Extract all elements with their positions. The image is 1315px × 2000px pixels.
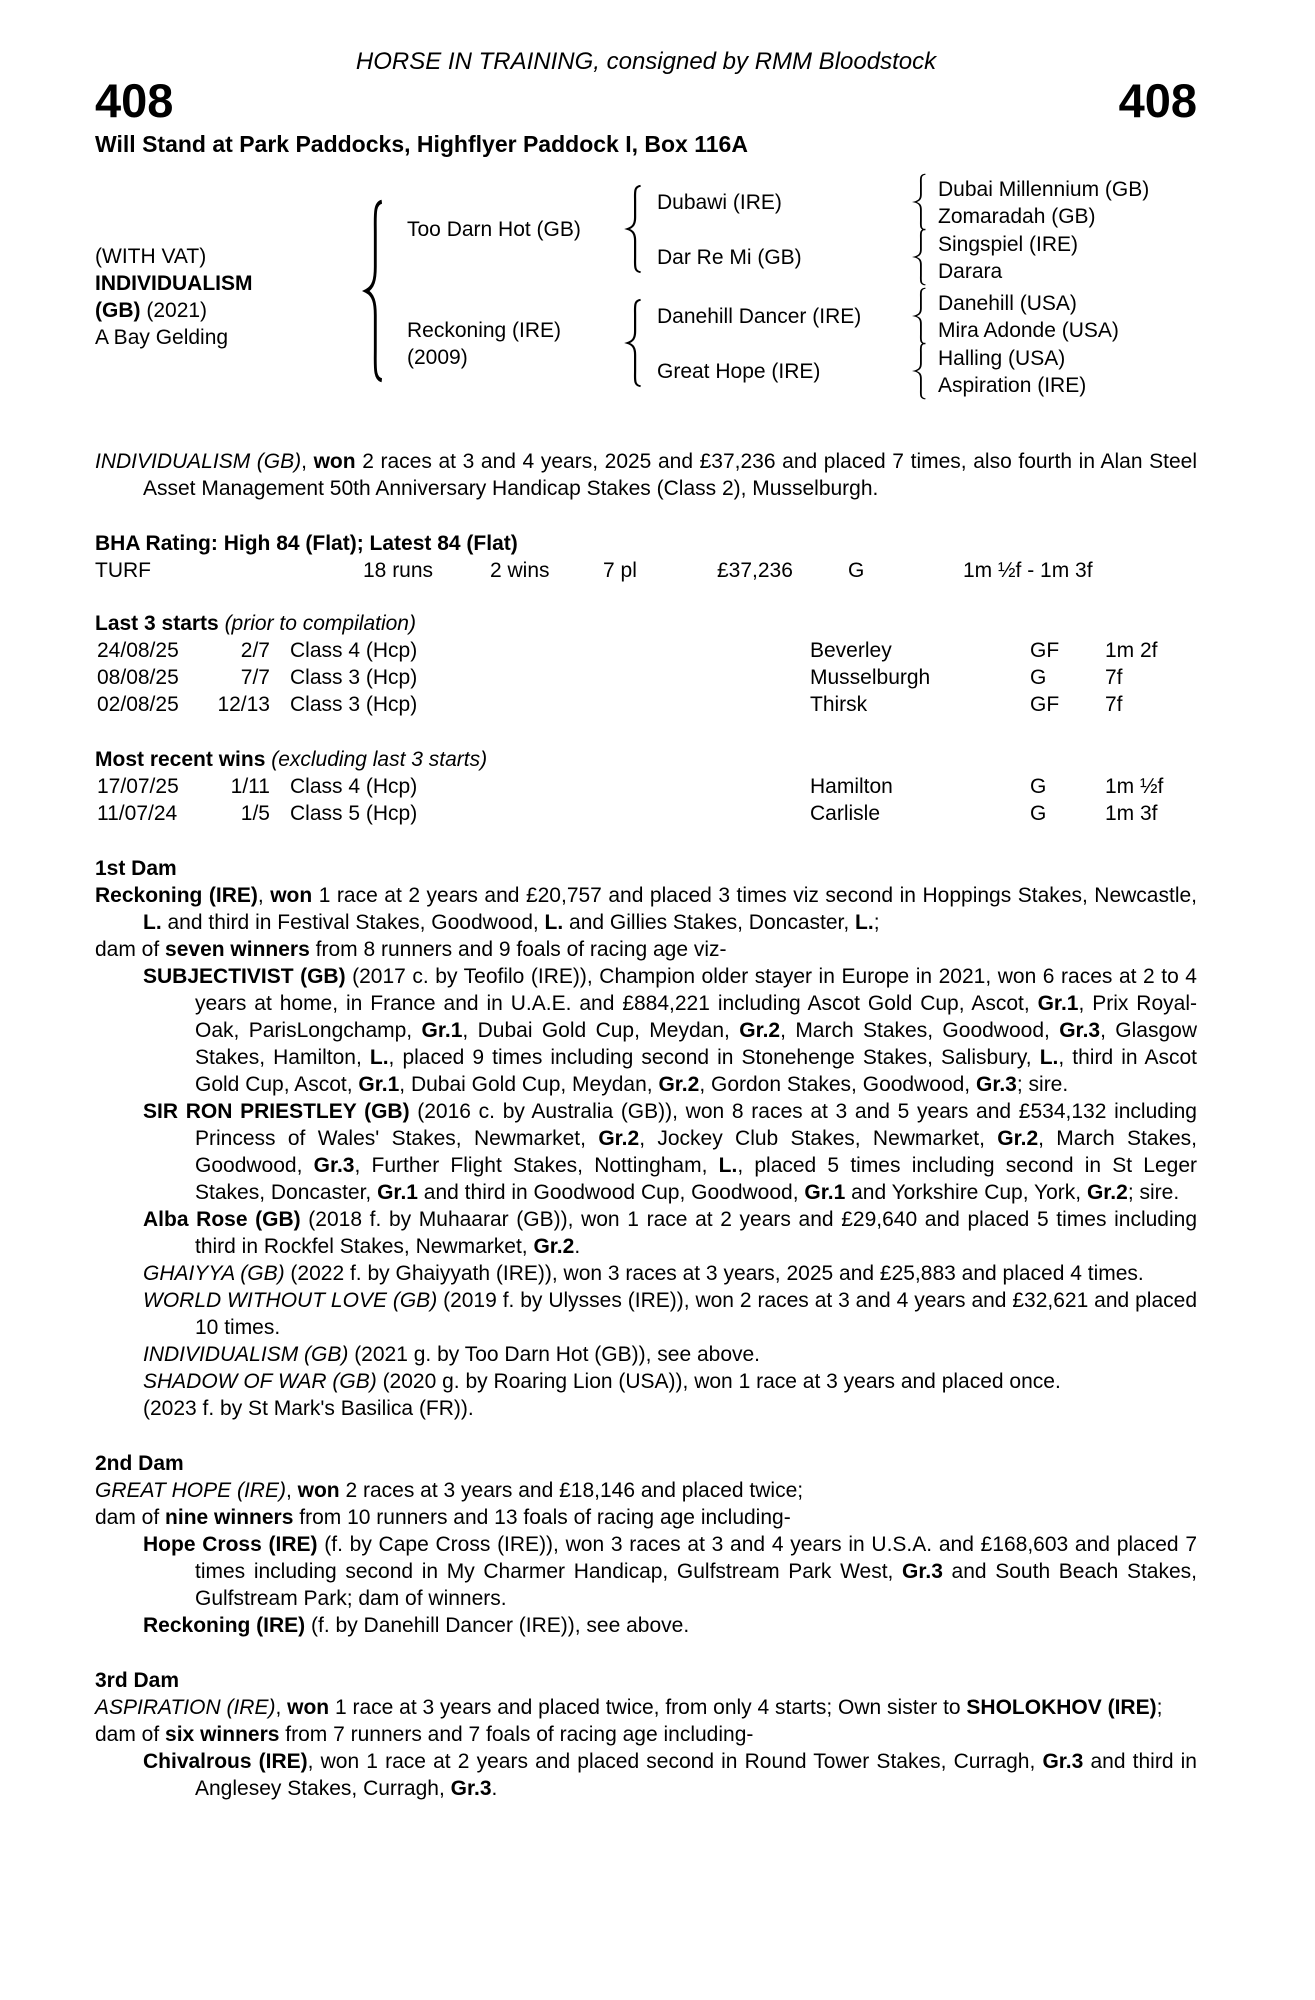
first-dam-section — [95, 855, 1197, 1422]
progeny-paragraph: Alba Rose (GB) (2018 f. by Muhaarar (GB)), won 1 race at 2 years and £29,640 and placed 5 times including third in Rockfel Stakes, Newmarket, Gr.2. — [143, 1208, 1198, 1258]
ggparent-2: Zomaradah (GB) — [938, 205, 1096, 228]
dam-of-line: dam of nine winners from 10 runners and 13 foals of racing age including- — [95, 1506, 791, 1529]
race-going: G — [1030, 666, 1047, 689]
turf-summary-row — [95, 557, 1197, 584]
section-subtitle: (prior to compilation) — [218, 612, 416, 635]
granddam-1: Dar Re Mi (GB) — [657, 246, 802, 269]
ggparent-7: Halling (USA) — [938, 347, 1066, 370]
race-course: Thirsk — [810, 693, 868, 716]
horse-colour-sex: A Bay Gelding — [95, 326, 229, 349]
race-going: G — [1030, 775, 1047, 798]
recent-wins-section — [95, 746, 1197, 827]
progeny-paragraph: SHADOW OF WAR (GB) (2020 g. by Roaring Lion (USA)), won 1 race at 3 years and placed once. — [143, 1370, 1061, 1393]
race-distance: 1m 2f — [1105, 639, 1158, 662]
grandsire-1: Dubawi (IRE) — [657, 191, 782, 214]
recent-wins-heading — [95, 746, 1197, 773]
progeny-paragraph: WORLD WITHOUT LOVE (GB) (2019 f. by Ulysses (IRE)), won 2 races at 3 and 4 years and £32,621 and placed 10 times. — [143, 1289, 1197, 1339]
dam-intro-paragraph: ASPIRATION (IRE), won 1 race at 3 years and placed twice, from only 4 starts; Own sister to SHOLOKHOV (IRE); — [95, 1696, 1163, 1719]
race-class: Class 4 (Hcp) — [290, 775, 418, 798]
progeny-paragraph: SIR RON PRIESTLEY (GB) (2016 c. by Australia (GB)), won 8 races at 3 and 5 years and £534,132 including Princess of Wales' Stakes, Newmarket, Gr.2, Jockey Club Stakes, Newmarket, Gr.2, March Stakes, Goodwood, Gr.3, Further Flight Stakes, Nottingham, L., placed 5 times including second in St Leger Stakes, Doncaster, Gr.1 and third in Goodwood Cup, Goodwood, Gr.1 and Yorkshire Cup, York, Gr.2; sire. — [143, 1100, 1198, 1204]
race-distance: 7f — [1105, 693, 1123, 716]
stand-location-line: Will Stand at Park Paddocks, Highflyer Paddock I, Box 116A — [95, 131, 748, 157]
section-title: Most recent wins — [95, 748, 266, 771]
grandsire-2: Danehill Dancer (IRE) — [657, 305, 862, 328]
race-position: 7/7 — [240, 666, 270, 689]
race-course: Carlisle — [810, 802, 881, 825]
race-date: 02/08/25 — [97, 693, 179, 716]
runs-count: 18 runs — [363, 559, 434, 582]
rating-section — [95, 530, 1197, 584]
page-title: HORSE IN TRAINING, consigned by RMM Bloodstock — [355, 48, 937, 75]
dam-name: Reckoning (IRE) — [407, 319, 562, 342]
brace-g3-2-icon — [911, 228, 929, 286]
second-dam-section — [95, 1450, 1197, 1639]
brace-g3-3-icon — [911, 287, 929, 345]
second-dam-heading: 2nd Dam — [95, 1452, 184, 1475]
lot-number-row — [95, 74, 1197, 127]
section-subtitle: (excluding last 3 starts) — [265, 748, 488, 771]
race-going: GF — [1030, 639, 1060, 662]
race-row — [95, 800, 1197, 827]
race-class: Class 5 (Hcp) — [290, 802, 418, 825]
vat-note: (WITH VAT) — [95, 245, 207, 268]
going-value: G — [848, 559, 865, 582]
ggparent-1: Dubai Millennium (GB) — [938, 178, 1150, 201]
sire-name: Too Darn Hot (GB) — [407, 218, 581, 241]
last-three-starts-heading — [95, 610, 1197, 637]
race-record-summary: INDIVIDUALISM (GB), won 2 races at 3 and 4 years, 2025 and £37,236 and placed 7 times, also fourth in Alan Steel Asset Management 50th Anniversary Handicap Stakes (Class 2), Musselburgh. — [95, 450, 1197, 500]
bha-rating-line: BHA Rating: High 84 (Flat); Latest 84 (Flat) — [95, 532, 518, 555]
ggparent-6: Mira Adonde (USA) — [938, 319, 1119, 342]
progeny-paragraph: INDIVIDUALISM (GB) (2021 g. by Too Darn Hot (GB)), see above. — [143, 1343, 761, 1366]
race-date: 08/08/25 — [97, 666, 179, 689]
race-date: 17/07/25 — [97, 775, 179, 798]
race-going: GF — [1030, 693, 1060, 716]
progeny-paragraph: SUBJECTIVIST (GB) (2017 c. by Teofilo (IRE)), Champion older stayer in Europe in 2021, won 6 races at 2 to 4 years at home, in France and in U.A.E. and £884,221 including Ascot Gold Cup, Ascot, Gr.1, Prix Royal-Oak, ParisLongchamp, Gr.1, Dubai Gold Cup, Meydan, Gr.2, March Stakes, Goodwood, Gr.3, Glasgow Stakes, Hamilton, L., placed 9 times including second in Stonehenge Stakes, Salisbury, L., third in Ascot Gold Cup, Ascot, Gr.1, Dubai Gold Cup, Meydan, Gr.2, Gordon Stakes, Goodwood, Gr.3; sire. — [143, 965, 1198, 1096]
earnings-value: £37,236 — [717, 559, 793, 582]
ggparent-3: Singspiel (IRE) — [938, 233, 1079, 256]
brace-sire-icon — [623, 184, 645, 274]
horse-year-line — [95, 297, 207, 324]
brace-g3-1-icon — [911, 173, 929, 231]
lot-number-right: 408 — [1118, 74, 1197, 127]
dam-year: (2009) — [407, 346, 468, 369]
horse-year: (2021) — [146, 299, 208, 322]
race-row — [95, 664, 1197, 691]
brace-g3-4-icon — [911, 342, 929, 400]
first-dam-heading: 1st Dam — [95, 857, 177, 880]
race-class: Class 4 (Hcp) — [290, 639, 418, 662]
placed-count: 7 pl — [603, 559, 637, 582]
race-going: G — [1030, 802, 1047, 825]
race-course: Musselburgh — [810, 666, 931, 689]
race-class: Class 3 (Hcp) — [290, 693, 418, 716]
race-date: 11/07/24 — [97, 802, 178, 825]
pedigree-table — [95, 168, 1197, 410]
progeny-paragraph: (2023 f. by St Mark's Basilica (FR)). — [143, 1397, 474, 1420]
progeny-paragraph: GHAIYYA (GB) (2022 f. by Ghaiyyath (IRE)), won 3 races at 3 years, 2025 and £25,883 and placed 4 times. — [143, 1262, 1144, 1285]
distance-range: 1m ½f - 1m 3f — [963, 559, 1093, 582]
race-position: 2/7 — [240, 639, 270, 662]
dam-of-line: dam of seven winners from 8 runners and 9 foals of racing age viz- — [95, 938, 727, 961]
progeny-paragraph: Chivalrous (IRE), won 1 race at 2 years and placed second in Round Tower Stakes, Curragh, Gr.3 and third in Anglesey Stakes, Curragh, Gr.3. — [143, 1750, 1197, 1800]
granddam-2: Great Hope (IRE) — [657, 360, 821, 383]
race-class: Class 3 (Hcp) — [290, 666, 418, 689]
race-distance: 1m ½f — [1105, 775, 1164, 798]
ggparent-4: Darara — [938, 260, 1003, 283]
race-position: 1/11 — [230, 775, 270, 798]
dam-of-line: dam of six winners from 7 runners and 7 foals of racing age including- — [95, 1723, 754, 1746]
last-three-starts-section — [95, 610, 1197, 718]
ggparent-5: Danehill (USA) — [938, 292, 1077, 315]
brace-dam-icon — [623, 298, 645, 388]
horse-suffix: (GB) — [95, 299, 141, 322]
race-position: 12/13 — [217, 693, 270, 716]
race-row — [95, 691, 1197, 718]
section-title: Last 3 starts — [95, 612, 219, 635]
third-dam-heading: 3rd Dam — [95, 1669, 180, 1692]
race-date: 24/08/25 — [97, 639, 179, 662]
wins-count: 2 wins — [490, 559, 550, 582]
race-distance: 7f — [1105, 666, 1123, 689]
dam-intro-paragraph: GREAT HOPE (IRE), won 2 races at 3 years and £18,146 and placed twice; — [95, 1479, 804, 1502]
race-course: Beverley — [810, 639, 892, 662]
dam-intro-paragraph: Reckoning (IRE), won 1 race at 2 years and £20,757 and placed 3 times viz second in Hoppings Stakes, Newcastle, L. and third in Festival Stakes, Goodwood, L. and Gillies Stakes, Doncaster, L.; — [95, 884, 1197, 934]
surface-label: TURF — [95, 559, 151, 582]
race-position: 1/5 — [240, 802, 270, 825]
race-course: Hamilton — [810, 775, 893, 798]
ggparent-8: Aspiration (IRE) — [938, 374, 1087, 397]
progeny-paragraph: Hope Cross (IRE) (f. by Cape Cross (IRE)), won 3 races at 3 and 4 years in U.S.A. and £168,603 and placed 7 times including second in My Charmer Handicap, Gulfstream Park West, Gr.3 and South Beach Stakes, Gulfstream Park; dam of winners. — [143, 1533, 1198, 1610]
brace-gen1-icon — [361, 198, 387, 384]
third-dam-section — [95, 1667, 1197, 1802]
race-distance: 1m 3f — [1105, 802, 1158, 825]
lot-number-left: 408 — [95, 74, 174, 127]
horse-name: INDIVIDUALISM — [95, 272, 253, 295]
race-row — [95, 637, 1197, 664]
progeny-paragraph: Reckoning (IRE) (f. by Danehill Dancer (IRE)), see above. — [143, 1614, 690, 1637]
race-row — [95, 773, 1197, 800]
